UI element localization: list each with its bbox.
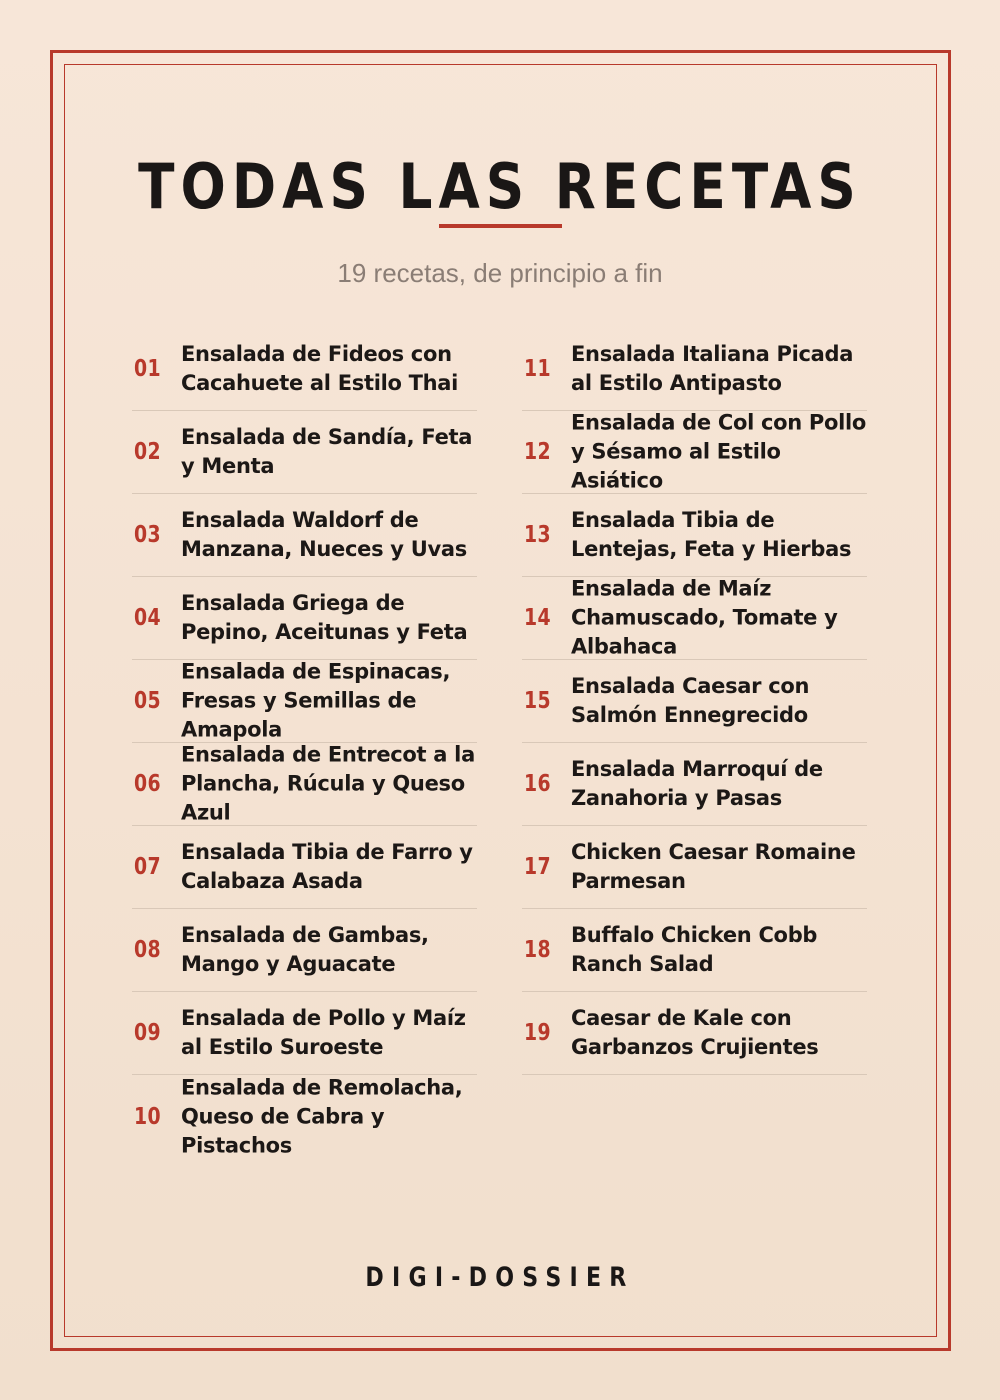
recipe-row[interactable]: [132, 660, 477, 743]
recipe-list-right: [522, 328, 867, 1075]
recipe-name: Ensalada de Pollo y Maíz al Estilo Suroeste: [181, 1006, 466, 1059]
recipe-name: Ensalada de Sandía, Feta y Menta: [181, 425, 473, 478]
recipe-name: Chicken Caesar Romaine Parmesan: [571, 840, 856, 893]
recipe-number: 04: [134, 605, 162, 631]
recipe-row[interactable]: [132, 577, 477, 660]
recipe-row[interactable]: [132, 909, 477, 992]
recipe-name: Ensalada de Fideos con Cacahuete al Estilo Thai: [181, 342, 459, 395]
recipe-name: Ensalada Italiana Picada al Estilo Antipasto: [571, 342, 854, 395]
recipe-number: 12: [524, 439, 552, 465]
recipe-name: Ensalada de Remolacha, Queso de Cabra y Pistachos: [181, 1075, 463, 1157]
recipe-name: Ensalada de Espinacas, Fresas y Semillas de Amapola: [181, 659, 451, 742]
recipe-number: 03: [134, 522, 162, 548]
recipe-number: 06: [134, 771, 162, 797]
recipe-number: 14: [524, 605, 552, 631]
recipe-number: 18: [524, 937, 552, 963]
recipe-name: Ensalada Tibia de Farro y Calabaza Asada: [181, 840, 473, 893]
recipe-name: Ensalada Tibia de Lentejas, Feta y Hierbas: [571, 508, 852, 561]
recipe-row[interactable]: [132, 1075, 477, 1158]
brand-footer: DIGI-DOSSIER: [365, 1262, 635, 1293]
recipe-row[interactable]: [522, 494, 867, 577]
recipe-name: Ensalada de Col con Pollo y Sésamo al Estilo Asiático: [571, 410, 867, 493]
recipe-row[interactable]: [522, 909, 867, 992]
recipe-row[interactable]: [132, 494, 477, 577]
recipe-row[interactable]: [132, 743, 477, 826]
recipe-number: 15: [524, 688, 552, 714]
recipe-name: Ensalada de Maíz Chamuscado, Tomate y Albahaca: [571, 576, 838, 659]
recipe-name: Ensalada Waldorf de Manzana, Nueces y Uvas: [181, 508, 467, 561]
recipe-name: Ensalada Marroquí de Zanahoria y Pasas: [571, 757, 823, 810]
recipe-number: 10: [134, 1103, 162, 1130]
page-subtitle: 19 recetas, de principio a fin: [337, 258, 663, 288]
recipe-number: 09: [134, 1020, 162, 1046]
title-underline: [439, 224, 562, 228]
recipe-name: Buffalo Chicken Cobb Ranch Salad: [571, 923, 818, 976]
recipe-row[interactable]: [522, 328, 867, 411]
recipe-row[interactable]: [522, 411, 867, 494]
recipe-number: 08: [134, 937, 162, 963]
recipe-number: 01: [134, 356, 162, 382]
recipe-name: Caesar de Kale con Garbanzos Crujientes: [571, 1006, 819, 1059]
recipe-number: 19: [524, 1020, 552, 1046]
recipe-number: 13: [524, 522, 552, 548]
recipe-name: Ensalada Griega de Pepino, Aceitunas y Feta: [181, 591, 468, 644]
recipe-row[interactable]: [522, 660, 867, 743]
recipe-row[interactable]: [522, 743, 867, 826]
recipe-number: 05: [134, 688, 162, 714]
recipe-list-left: [132, 328, 477, 1158]
recipe-name: Ensalada de Gambas, Mango y Aguacate: [181, 923, 429, 976]
recipe-row[interactable]: [132, 992, 477, 1075]
recipe-row[interactable]: [132, 328, 477, 411]
recipe-number: 07: [134, 854, 162, 880]
recipe-number: 11: [524, 356, 552, 382]
recipe-row[interactable]: [522, 992, 867, 1075]
recipe-name: Ensalada Caesar con Salmón Ennegrecido: [571, 674, 810, 727]
recipe-row[interactable]: [522, 826, 867, 909]
recipe-number: 02: [134, 439, 162, 465]
page-title: TODAS LAS RECETAS: [138, 150, 862, 223]
recipe-row[interactable]: [132, 411, 477, 494]
recipe-number: 16: [524, 771, 552, 797]
recipe-name: Ensalada de Entrecot a la Plancha, Rúcula y Queso Azul: [181, 742, 475, 825]
recipe-number: 17: [524, 854, 552, 880]
recipe-row[interactable]: [522, 577, 867, 660]
recipe-row[interactable]: [132, 826, 477, 909]
